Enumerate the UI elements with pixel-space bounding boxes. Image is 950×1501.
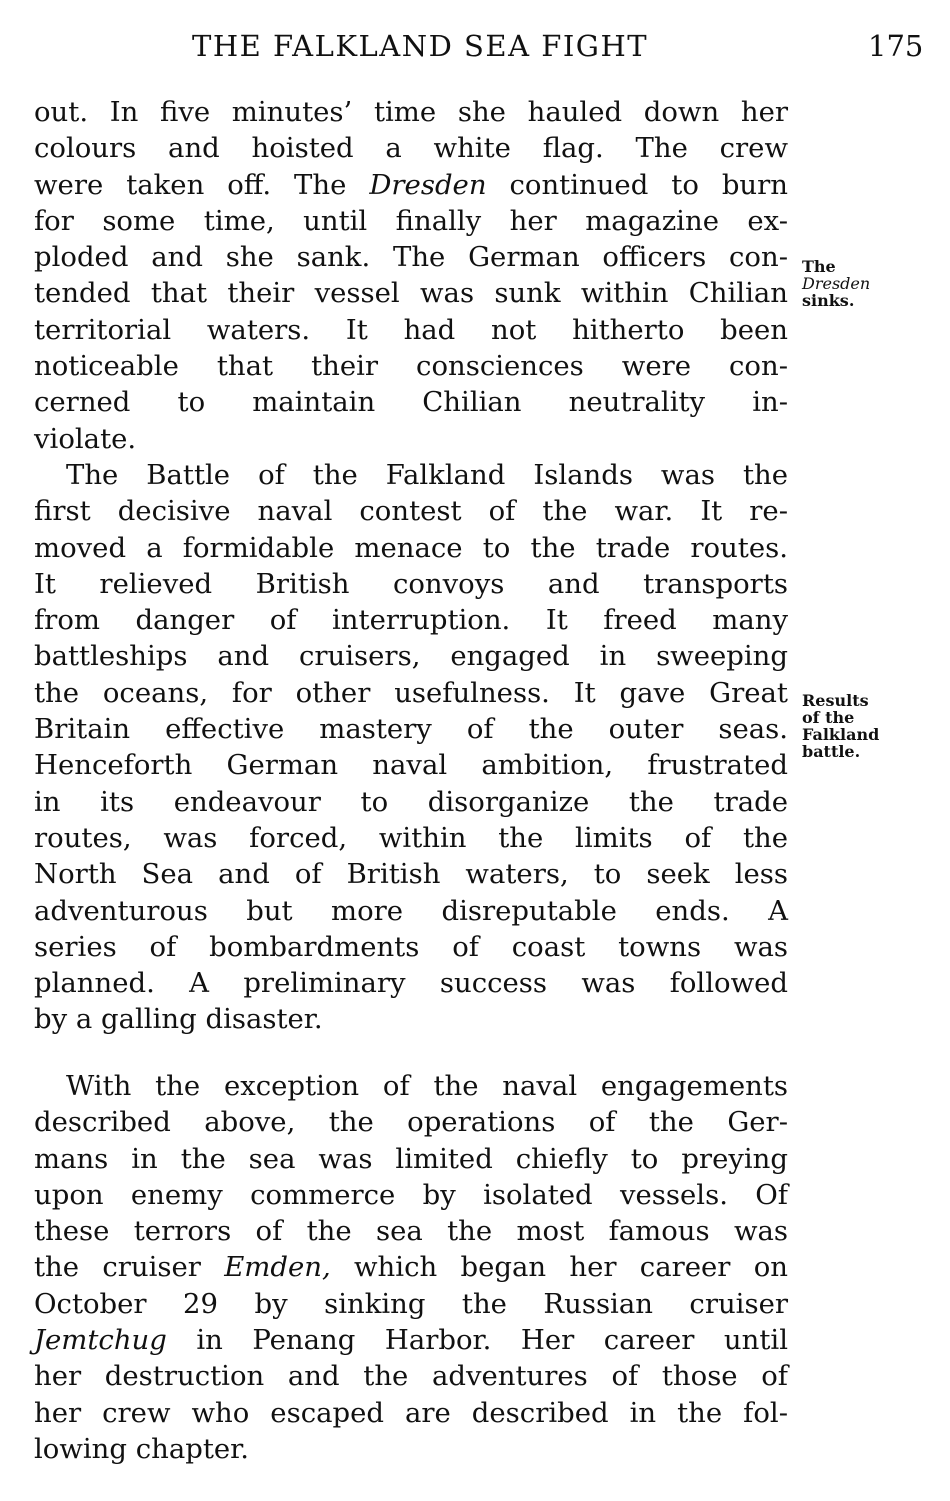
text-fragment: continued to burn: [486, 168, 789, 201]
text-line: in its endeavour to disorganize the trade: [34, 785, 788, 818]
ship-name-emden: Emden,: [224, 1251, 331, 1284]
ship-name-jemtchug: Jemtchug: [34, 1324, 167, 1357]
text-line: by a galling disaster.: [34, 1003, 323, 1036]
text-line: adventurous but more disreputable ends. A: [34, 894, 788, 927]
text-line: for some time, until finally her magazine ex-: [34, 204, 788, 237]
text-line: these terrors of the sea the most famous was: [34, 1215, 788, 1248]
main-text-lower: [34, 1068, 788, 1467]
text-line: tended that their vessel was sunk within Chilian: [34, 277, 788, 310]
text-line: October 29 by sinking the Russian cruiser: [34, 1287, 788, 1320]
text-line: upon enemy commerce by isolated vessels. Of: [34, 1178, 788, 1211]
text-line: Britain effective mastery of the outer seas.: [34, 713, 788, 746]
text-line: first decisive naval contest of the war. It re-: [34, 495, 788, 528]
text-line: ploded and she sank. The German officers con-: [34, 241, 788, 274]
margin-note-line: Results: [802, 691, 869, 710]
text-line: The Battle of the Falkland Islands was the: [66, 458, 788, 491]
margin-note-dresden-sinks: [802, 258, 870, 309]
text-line: battleships and cruisers, engaged in sweeping: [34, 640, 788, 673]
text-line: territorial waters. It had not hitherto been: [34, 313, 788, 346]
text-line: mans in the sea was limited chiefly to preying: [34, 1142, 788, 1175]
text-line: described above, the operations of the Ger-: [34, 1106, 788, 1139]
paragraph-commerce-raiders: [34, 1068, 788, 1467]
text-line: series of bombardments of coast towns was: [34, 930, 788, 963]
margin-note-line: sinks.: [802, 291, 855, 310]
text-line: noticeable that their consciences were con-: [34, 350, 788, 383]
text-line: the oceans, for other usefulness. It gave Great: [34, 676, 788, 709]
text-fragment: which began her career on: [330, 1251, 788, 1284]
text-line: [34, 1249, 788, 1285]
text-line: It relieved British convoys and transports: [34, 567, 788, 600]
margin-note-line: Dresden: [802, 274, 871, 293]
text-line: her destruction and the adventures of those of: [34, 1360, 788, 1393]
text-line: cerned to maintain Chilian neutrality in-: [34, 386, 788, 419]
text-fragment: were taken off. The: [34, 168, 370, 201]
text-line: lowing chapter.: [34, 1432, 250, 1465]
text-line: planned. A preliminary success was followed: [34, 967, 788, 1000]
running-title: THE FALKLAND SEA FIGHT: [192, 29, 649, 63]
text-line: violate.: [34, 422, 137, 455]
paragraph-dresden-sinks: [34, 94, 788, 457]
text-line: North Sea and of British waters, to seek less: [34, 858, 788, 891]
text-line: moved a formidable menace to the trade routes.: [34, 531, 788, 564]
text-line: With the exception of the naval engagements: [66, 1070, 788, 1102]
text-line: her crew who escaped are described in the fol-: [34, 1396, 788, 1429]
page-number: 175: [868, 29, 924, 63]
text-line: [34, 1322, 788, 1358]
ship-name-dresden: Dresden: [369, 168, 487, 201]
text-line: Henceforth German naval ambition, frustrated: [34, 749, 788, 782]
text-line: colours and hoisted a white flag. The crew: [34, 132, 788, 165]
margin-note-line: Falkland: [802, 725, 880, 744]
paragraph-falkland-battle: [34, 457, 788, 1038]
text-fragment: the cruiser: [34, 1251, 225, 1284]
margin-note-line: The: [802, 257, 836, 276]
text-line: routes, was forced, within the limits of the: [34, 821, 788, 854]
main-text-upper: [34, 94, 788, 1038]
text-line: from danger of interruption. It freed many: [34, 604, 788, 637]
text-line: [34, 167, 788, 203]
text-fragment: in Penang Harbor. Her career until: [166, 1324, 788, 1357]
margin-note-line: of the: [802, 708, 855, 727]
margin-note-results: [802, 692, 879, 760]
text-line: out. In five minutes’ time she hauled down her: [34, 96, 788, 128]
margin-note-line: battle.: [802, 742, 861, 761]
